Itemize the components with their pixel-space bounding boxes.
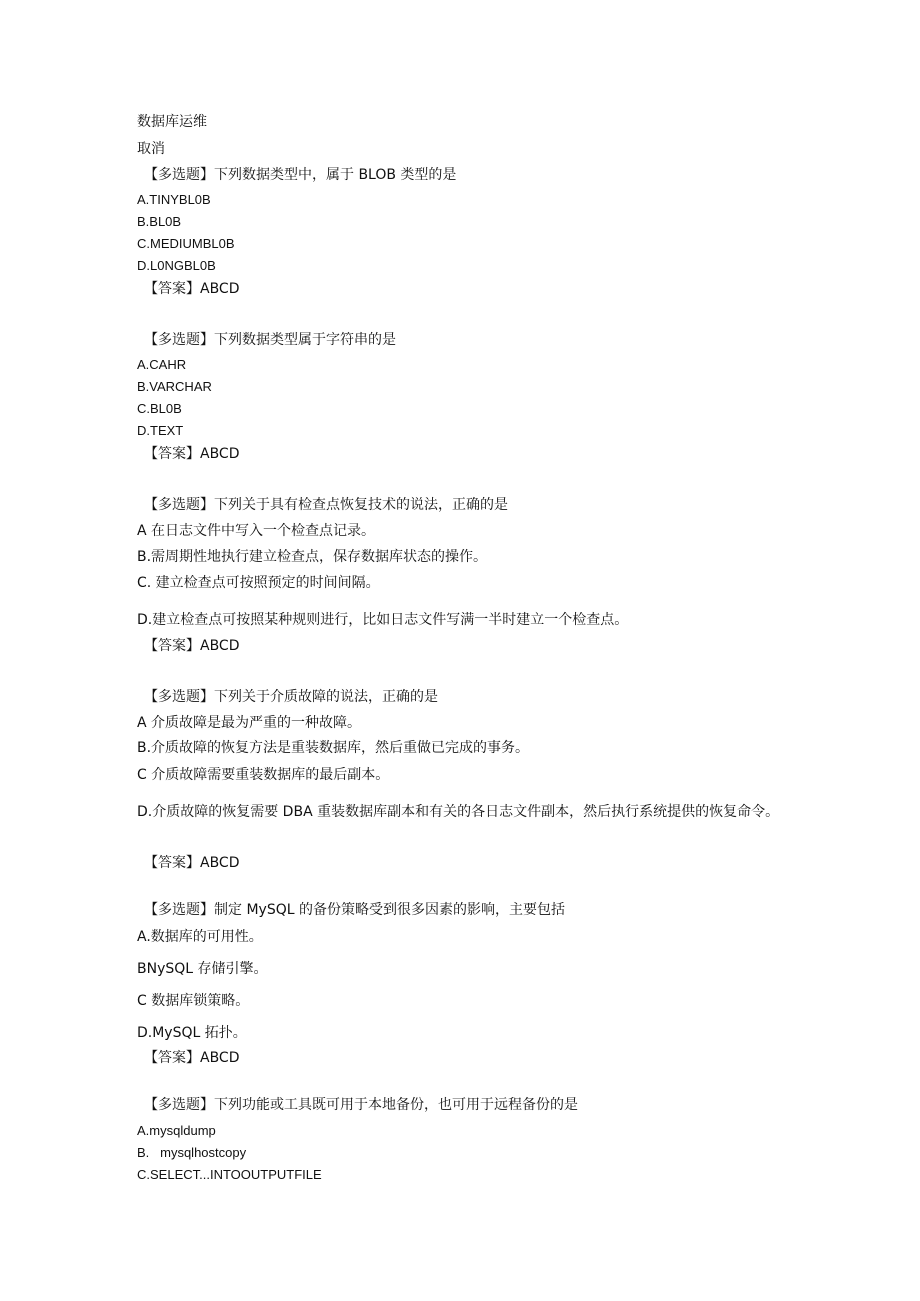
option-c: C. 建立检查点可按照预定的时间间隔。 — [137, 575, 380, 591]
answer-line: 【答案】ABCD — [144, 638, 240, 654]
question-header: 【多选题】下列关于介质故障的说法，正确的是 — [144, 689, 438, 705]
option-b: B. mysqlhostcopy — [137, 1145, 247, 1160]
question-header: 【多选题】下列功能或工具既可用于本地备份，也可用于远程备份的是 — [144, 1097, 578, 1113]
option-c: C.SELECT...INTOOUTPUTFILE — [137, 1167, 322, 1182]
option-a: A.数据库的可用性。 — [137, 929, 263, 945]
option-c: C.MEDIUMBL0B — [137, 236, 235, 251]
option-d: D.介质故障的恢复需要 DBA 重装数据库副本和有关的各日志文件副本，然后执行系统提供的恢复命令。 — [137, 804, 780, 820]
option-c: C 介质故障需要重装数据库的最后副本。 — [137, 767, 390, 783]
option-a: A.CAHR — [137, 357, 187, 372]
option-a: A 介质故障是最为严重的一种故障。 — [137, 715, 362, 731]
document-title: 数据库运维 — [137, 114, 207, 130]
option-c: C 数据库锁策略。 — [137, 993, 250, 1009]
option-a: A.mysqldump — [137, 1123, 216, 1138]
option-d: D.L0NGBL0B — [137, 258, 216, 273]
option-d: D.MySQL 拓扑。 — [137, 1025, 247, 1041]
option-a: A 在日志文件中写入一个检查点记录。 — [137, 523, 376, 539]
cancel-text: 取消 — [137, 141, 165, 157]
option-d: D.建立检查点可按照某种规则进行，比如日志文件写满一半时建立一个检查点。 — [137, 612, 629, 628]
option-a: A.TINYBL0B — [137, 192, 211, 207]
option-b: B.需周期性地执行建立检查点，保存数据库状态的操作。 — [137, 549, 488, 565]
option-b: B.介质故障的恢复方法是重装数据库，然后重做已完成的事务。 — [137, 740, 530, 756]
option-b: BNySQL 存储引擎。 — [137, 961, 268, 977]
question-header: 【多选题】下列数据类型中，属于 BLOB 类型的是 — [144, 167, 457, 183]
question-header: 【多选题】下列数据类型属于字符串的是 — [144, 332, 396, 348]
option-c: C.BL0B — [137, 401, 182, 416]
answer-line: 【答案】ABCD — [144, 1050, 240, 1066]
question-header: 【多选题】制定 MySQL 的备份策略受到很多因素的影响，主要包括 — [144, 902, 565, 918]
answer-line: 【答案】ABCD — [144, 281, 240, 297]
question-header: 【多选题】下列关于具有检查点恢复技术的说法，正确的是 — [144, 497, 508, 513]
answer-line: 【答案】ABCD — [144, 855, 240, 871]
answer-line: 【答案】ABCD — [144, 446, 240, 462]
option-b: B.VARCHAR — [137, 379, 212, 394]
option-d: D.TEXT — [137, 423, 184, 438]
option-b: B.BL0B — [137, 214, 182, 229]
